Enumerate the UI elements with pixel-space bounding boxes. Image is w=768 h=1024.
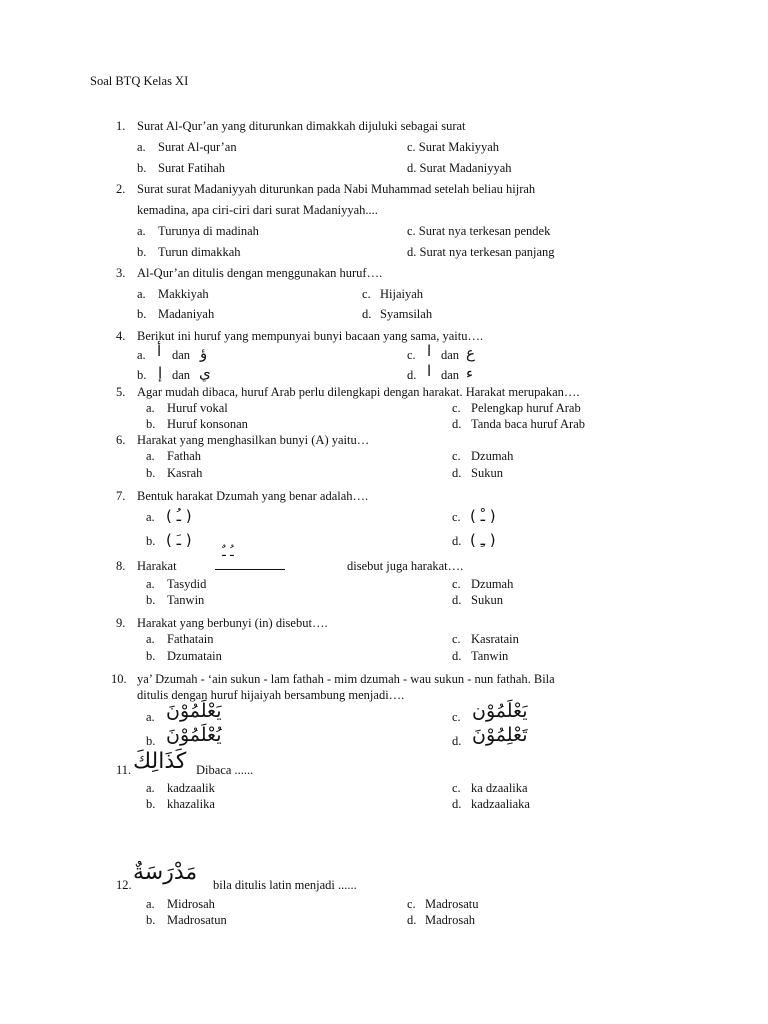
option-b-letter: b. xyxy=(146,417,156,431)
question-number: 5. xyxy=(116,385,126,399)
option-c: Madrosatu xyxy=(425,897,479,911)
option-c-letter: c. xyxy=(452,710,461,724)
option-c: ( ـْ ) xyxy=(470,507,496,525)
option-a-letter: a. xyxy=(137,348,146,362)
option-d-letter: d. xyxy=(452,593,462,607)
option-b-letter: b. xyxy=(146,797,156,811)
option-c-letter: c. xyxy=(452,510,461,524)
option-b: Surat Fatihah xyxy=(158,161,226,175)
question-text: Harakat xyxy=(137,559,177,573)
question-text: Agar mudah dibaca, huruf Arab perlu dilengkapi dengan harakat. Harakat merupakan…. xyxy=(137,385,580,399)
option-b: يُعْلَمُوْنَ xyxy=(166,724,222,746)
option-d-letter: d. xyxy=(452,466,462,480)
option-d-letter: d. xyxy=(452,534,462,548)
question-text: Al-Qur’an ditulis dengan menggunakan huruf…. xyxy=(137,266,383,280)
question-text: Harakat yang berbunyi (in) disebut…. xyxy=(137,616,328,630)
option-b: Madrosatun xyxy=(167,913,227,927)
option-c-dan: dan xyxy=(441,348,460,362)
question-text: Surat Al-Qur’an yang diturunkan dimakkah dijuluki sebagai surat xyxy=(137,119,466,133)
option-d: Tanda baca huruf Arab xyxy=(471,417,586,431)
option-a-letter: a. xyxy=(146,781,155,795)
option-d: kadzaaliaka xyxy=(471,797,530,811)
question-number: 6. xyxy=(116,433,126,447)
option-d: d. Surat Madaniyyah xyxy=(407,161,512,175)
option-b-letter: b. xyxy=(146,534,156,548)
option-c-letter: c. xyxy=(362,287,371,301)
question-text: Bentuk harakat Dzumah yang benar adalah…. xyxy=(137,489,369,503)
question-text: bila ditulis latin menjadi ...... xyxy=(213,878,357,892)
option-a: Fathatain xyxy=(167,632,214,646)
option-c-letter: c. xyxy=(452,632,461,646)
option-c: Dzumah xyxy=(471,577,514,591)
option-c-letter-2: ع xyxy=(466,344,475,362)
option-c-letter-1: ا xyxy=(427,342,432,360)
option-a-letter: a. xyxy=(146,401,155,415)
option-b-letter: b. xyxy=(146,913,156,927)
option-d: تَعْلِمُوْنَ xyxy=(472,724,528,746)
option-a: Turunya di madinah xyxy=(158,224,259,238)
option-d-letter: d. xyxy=(362,307,372,321)
option-a-letter: a. xyxy=(146,710,155,724)
option-a: Fathah xyxy=(167,449,202,463)
question-text-2: disebut juga harakat…. xyxy=(347,559,464,573)
option-b: Turun dimakkah xyxy=(158,245,241,259)
arabic-word: مَدْرَسَةٌ xyxy=(133,860,198,885)
option-d: d. Surat nya terkesan panjang xyxy=(407,245,555,259)
option-d-letter: d. xyxy=(407,913,417,927)
option-a: Makkiyah xyxy=(158,287,209,301)
option-d: Syamsilah xyxy=(380,307,433,321)
option-a-letter: a. xyxy=(137,287,146,301)
question-number: 4. xyxy=(116,329,126,343)
option-b: Tanwin xyxy=(167,593,205,607)
option-b-letter: b. xyxy=(137,368,147,382)
option-a-letter: a. xyxy=(146,632,155,646)
option-a: يَعْلَمُوْنَ xyxy=(166,700,222,722)
option-d: Tanwin xyxy=(471,649,509,663)
option-d: ( ـِ ) xyxy=(470,531,496,549)
option-a: Midrosah xyxy=(167,897,215,911)
blank-underline xyxy=(215,569,285,570)
option-b-dan: dan xyxy=(172,368,191,382)
option-c: يَعْلَمُوْن xyxy=(472,700,528,722)
option-a-letter-1: أ xyxy=(157,342,162,360)
question-number: 1. xyxy=(116,119,126,133)
question-number: 8. xyxy=(116,559,126,573)
question-number: 10. xyxy=(111,672,127,686)
question-number: 11. xyxy=(116,763,132,777)
option-d: Sukun xyxy=(471,593,503,607)
option-a-letter: a. xyxy=(137,224,146,238)
option-b-letter: b. xyxy=(146,466,156,480)
option-c-letter: c. xyxy=(407,897,416,911)
option-c: Kasratain xyxy=(471,632,519,646)
arabic-word: كَذَالِكَ xyxy=(133,749,187,774)
option-a: ( ـُ ) xyxy=(166,507,192,525)
option-a: Tasydid xyxy=(167,577,207,591)
question-text-line2: ditulis dengan huruf hijaiyah bersambung menjadi…. xyxy=(137,688,405,702)
option-a: Surat Al-qur’an xyxy=(158,140,237,154)
option-a: kadzaalik xyxy=(167,781,215,795)
option-b: ( ـَ ) xyxy=(166,531,192,549)
question-text: Berikut ini huruf yang mempunyai bunyi bacaan yang sama, yaitu…. xyxy=(137,329,484,343)
question-number: 9. xyxy=(116,616,126,630)
option-a-letter: a. xyxy=(146,577,155,591)
option-c: Dzumah xyxy=(471,449,514,463)
option-c-letter: c. xyxy=(452,577,461,591)
option-d-letter-1: ا xyxy=(427,362,432,380)
option-b: khazalika xyxy=(167,797,215,811)
option-a-letter: a. xyxy=(146,897,155,911)
option-c: Hijaiyah xyxy=(380,287,424,301)
question-text: Surat surat Madaniyyah diturunkan pada Nabi Muhammad setelah beliau hijrah xyxy=(137,182,536,196)
option-c: Pelengkap huruf Arab xyxy=(471,401,581,415)
option-a-letter: a. xyxy=(146,510,155,524)
option-a-letter: a. xyxy=(146,449,155,463)
option-b-letter: b. xyxy=(137,245,147,259)
option-b-letter: b. xyxy=(146,734,156,748)
question-text: Dibaca ...... xyxy=(196,763,254,777)
option-c: c. Surat Makiyyah xyxy=(407,140,499,154)
harakat-marks: ـُ ـٌ xyxy=(222,545,234,560)
option-c: c. Surat nya terkesan pendek xyxy=(407,224,551,238)
option-b-letter: b. xyxy=(137,161,147,175)
question-number: 3. xyxy=(116,266,126,280)
option-b: Kasrah xyxy=(167,466,203,480)
question-number: 7. xyxy=(116,489,126,503)
page-title: Soal BTQ Kelas XI xyxy=(90,74,189,88)
option-b: Huruf konsonan xyxy=(167,417,248,431)
option-c: ka dzaalika xyxy=(471,781,528,795)
option-c-letter: c. xyxy=(452,401,461,415)
option-c-letter: c. xyxy=(452,781,461,795)
option-b: Dzumatain xyxy=(167,649,222,663)
question-text: Harakat yang menghasilkan bunyi (A) yaitu… xyxy=(137,433,370,447)
question-text-line2: kemadina, apa ciri-ciri dari surat Madaniyyah.... xyxy=(137,203,378,217)
option-a: Huruf vokal xyxy=(167,401,228,415)
question-number: 2. xyxy=(116,182,126,196)
option-d-letter: d. xyxy=(452,417,462,431)
option-c-letter: c. xyxy=(452,449,461,463)
option-d: Sukun xyxy=(471,466,503,480)
option-d-letter: d. xyxy=(407,368,417,382)
option-d-letter: d. xyxy=(452,797,462,811)
option-b-letter: b. xyxy=(146,593,156,607)
option-d-letter-2: ء xyxy=(466,364,474,382)
option-b-letter-1: إ xyxy=(158,364,163,382)
option-d: Madrosah xyxy=(425,913,475,927)
option-a-letter: a. xyxy=(137,140,146,154)
question-text: ya’ Dzumah - ‘ain sukun - lam fathah - mim dzumah - wau sukun - nun fathah. Bila xyxy=(137,672,555,686)
question-number: 12. xyxy=(116,878,132,892)
option-c-letter: c. xyxy=(407,348,416,362)
option-b-letter: b. xyxy=(137,307,147,321)
option-a-dan: dan xyxy=(172,348,191,362)
option-b: Madaniyah xyxy=(158,307,215,321)
option-d-dan: dan xyxy=(441,368,460,382)
option-a-letter-2: ؤ xyxy=(200,344,208,362)
option-d-letter: d. xyxy=(452,649,462,663)
option-b-letter: b. xyxy=(146,649,156,663)
option-b-letter-2: ي xyxy=(199,364,211,382)
option-d-letter: d. xyxy=(452,734,462,748)
